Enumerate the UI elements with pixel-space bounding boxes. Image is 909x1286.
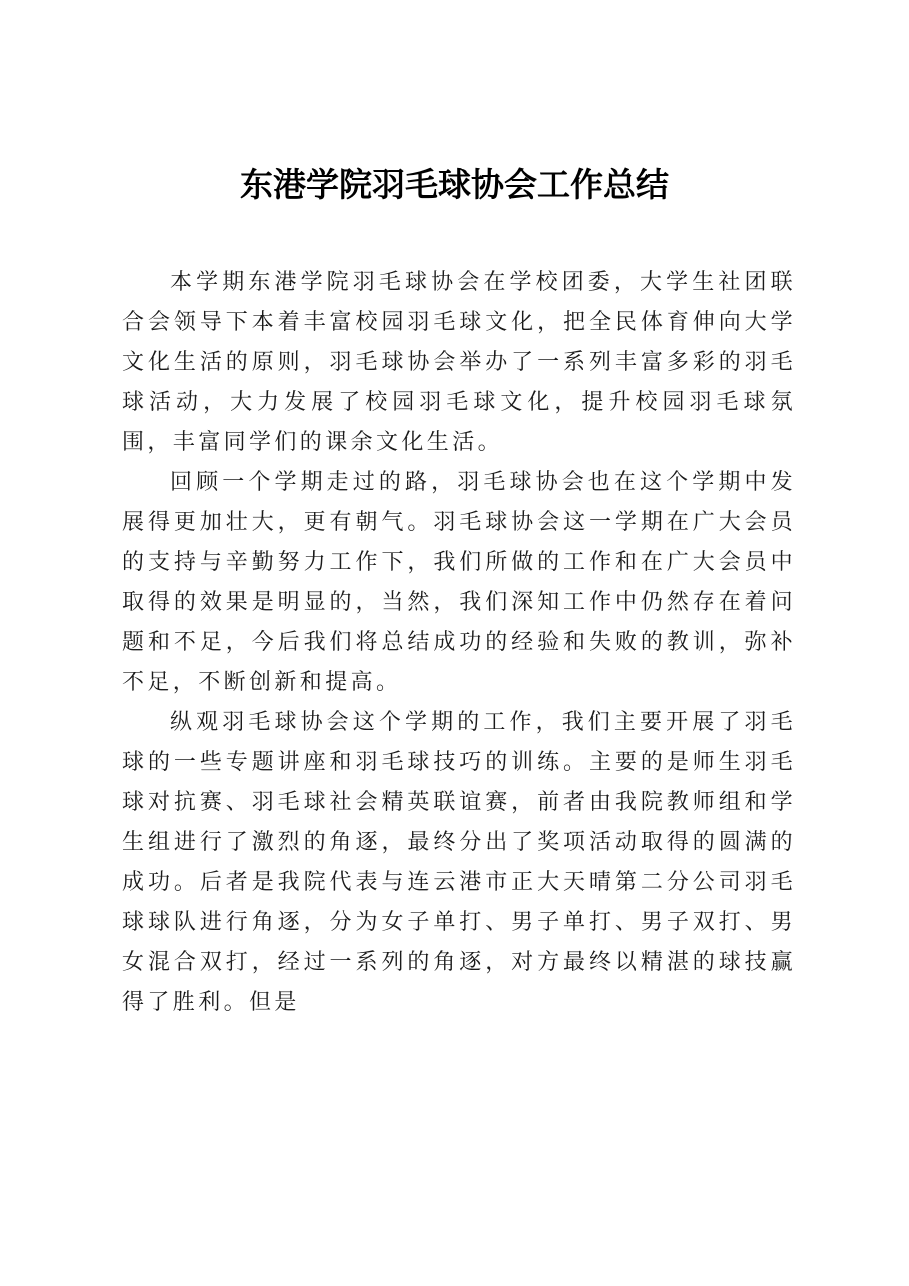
paragraph-intro: 本学期东港学院羽毛球协会在学校团委，大学生社团联合会领导下本着丰富校园羽毛球文化，把全民体育伸向大学文化生活的原则，羽毛球协会举办了一系列丰富多彩的羽毛球活动，大力发展了校园羽毛球文化，提升校园羽毛球氛围，丰富同学们的课余文化生活。 xyxy=(122,270,796,455)
paragraph-activities: 纵观羽毛球协会这个学期的工作，我们主要开展了羽毛球的一些专题讲座和羽毛球技巧的训练。主要的是师生羽毛球对抗赛、羽毛球社会精英联谊赛，前者由我院教师组和学生组进行了激烈的角逐，最终分出了奖项活动取得的圆满的成功。后者是我院代表与连云港市正大天晴第二分公司羽毛球球队进行角逐，分为女子单打、男子单打、男子双打、男女混合双打，经过一系列的角逐，对方最终以精湛的球技赢得了胜利。但是 xyxy=(122,710,796,1015)
paragraph-review: 回顾一个学期走过的路，羽毛球协会也在这个学期中发展得更加壮大，更有朝气。羽毛球协会这一学期在广大会员的支持与辛勤努力工作下，我们所做的工作和在广大会员中取得的效果是明显的，当然，我们深知工作中仍然存在着问题和不足，今后我们将总结成功的经验和失败的教训，弥补不足，不断创新和提高。 xyxy=(122,470,796,695)
document-body xyxy=(122,263,796,1023)
document-title: 东港学院羽毛球协会工作总结 xyxy=(240,165,669,204)
